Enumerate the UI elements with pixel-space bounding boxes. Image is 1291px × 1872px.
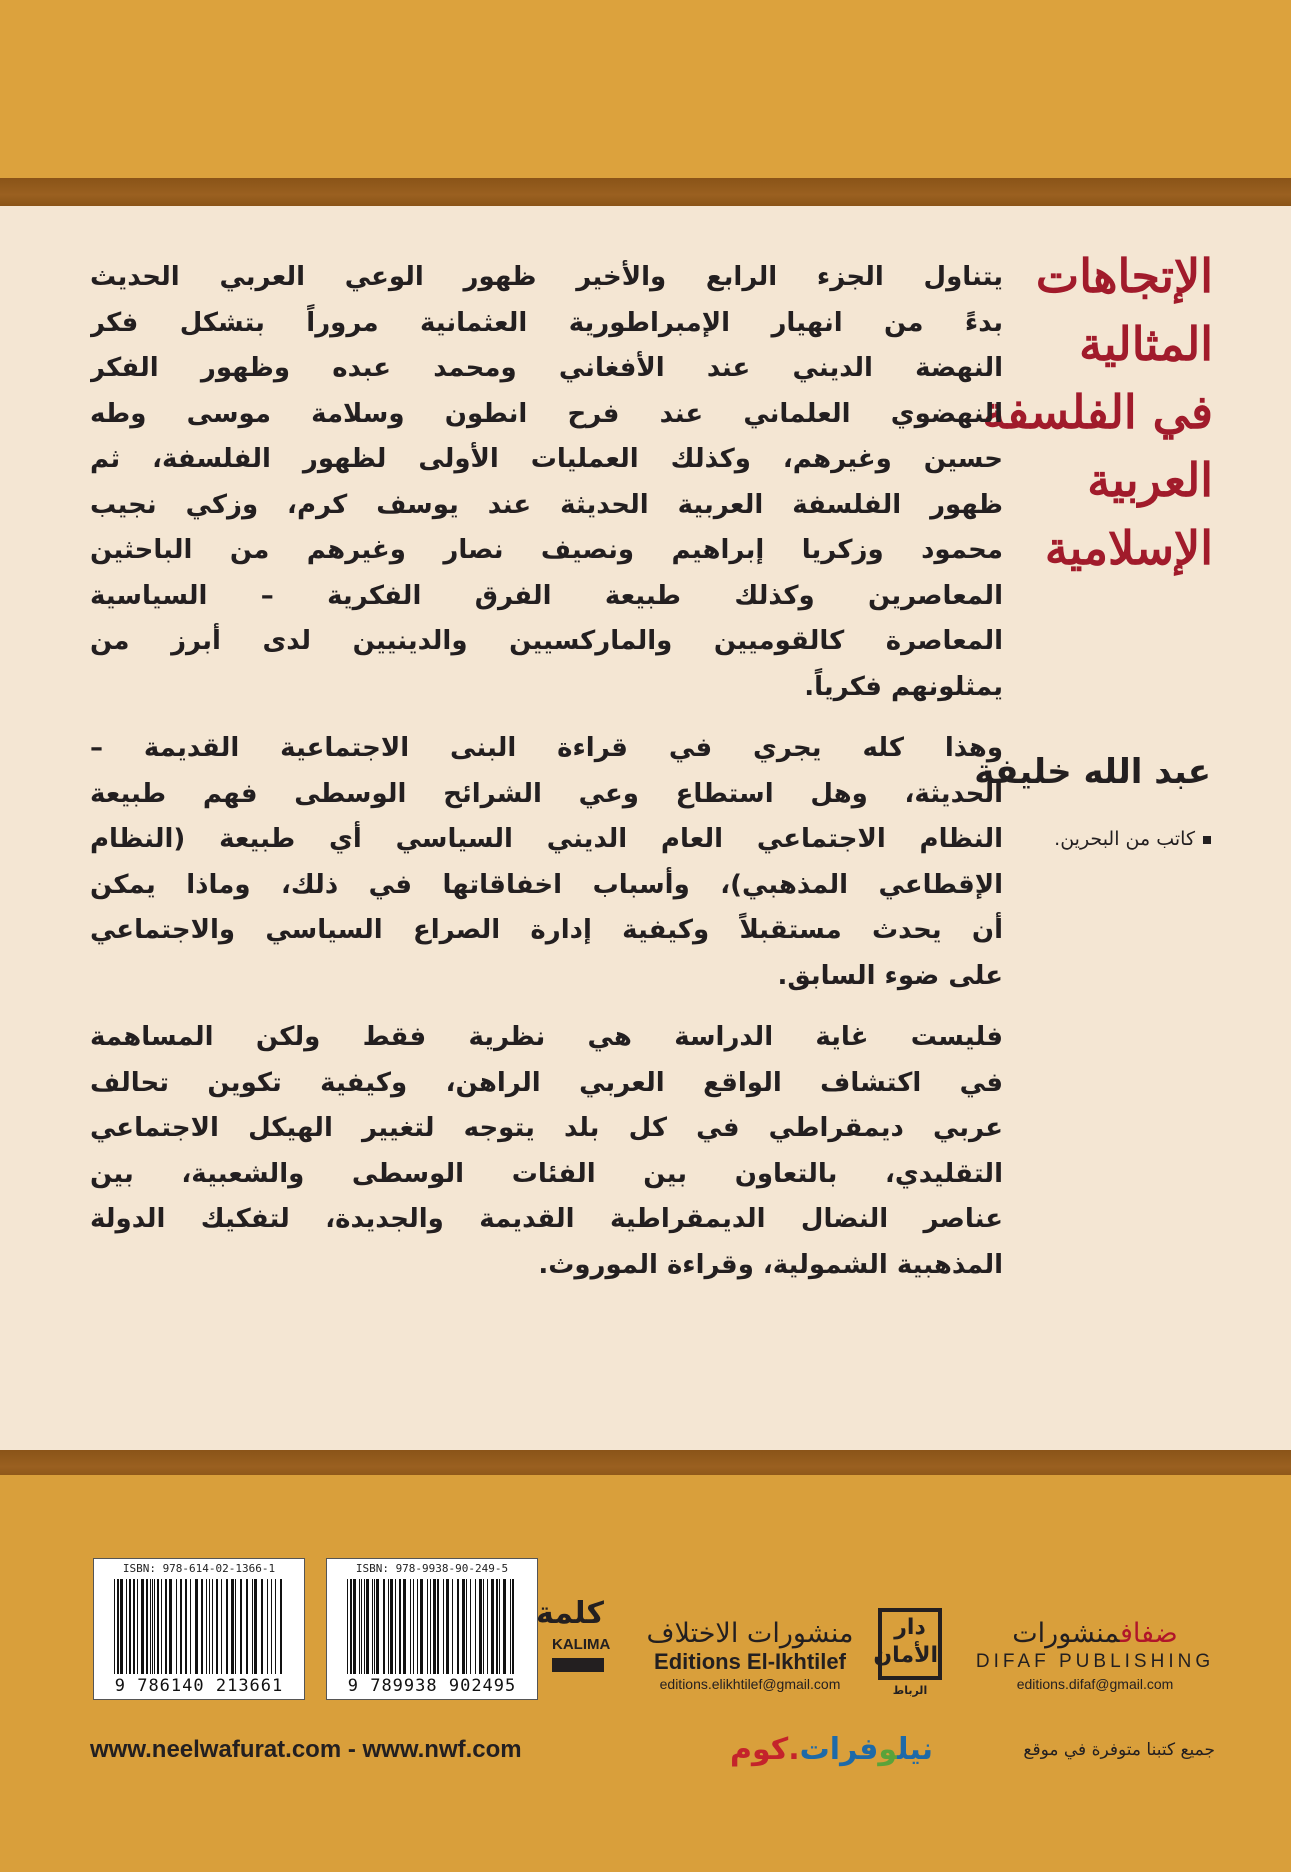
aman-name: دار الأمان (878, 1608, 942, 1680)
isbn-label: ISBN: 978-614-02-1366-1 (122, 1562, 276, 1575)
author-note-text: كاتب من البحرين. (1054, 828, 1195, 850)
barcode-bar (240, 1579, 242, 1674)
barcode-bar (206, 1579, 207, 1674)
barcode-bar (226, 1579, 228, 1674)
barcode-bar (366, 1579, 369, 1674)
ikhtilef-name: Editions El-Ikhtilef (654, 1649, 846, 1674)
barcode-bar (359, 1579, 360, 1674)
barcode-bar (403, 1579, 406, 1674)
kalima-arabic: كلمة (536, 1596, 604, 1631)
text-line: أن يحدث مستقبلاً وكيفية إدارة الصراع السياسي والاجتماعي (90, 915, 1003, 945)
paragraph (90, 255, 1003, 710)
author-name: عبد الله خليفة (974, 752, 1211, 792)
barcode-bar (129, 1579, 131, 1674)
barcode-bar (154, 1579, 155, 1674)
barcode-bar (457, 1579, 459, 1674)
barcode-bar (433, 1579, 436, 1674)
text-line: النهضوي العلماني عند فرح انطون وسلامة موسى وطه (90, 398, 1003, 429)
barcode-bar (466, 1579, 467, 1674)
text-line: عربي ديمقراطي في كل بلد يتوجه لتغيير الهيكل الاجتماعي (90, 1113, 1003, 1143)
barcode-bar (146, 1579, 148, 1674)
barcode-bar (150, 1579, 151, 1674)
barcode-bar (137, 1579, 138, 1674)
text-line: المذهبية الشمولية، وقراءة الموروث. (538, 1249, 1003, 1280)
brand-part: .كوم (730, 1732, 800, 1767)
barcode-bar (496, 1579, 498, 1674)
barcode-bar (201, 1579, 203, 1674)
kalima-bar (552, 1658, 604, 1672)
barcode-bar (180, 1579, 182, 1674)
barcode-bar (252, 1579, 253, 1674)
barcode-bar (176, 1579, 177, 1674)
barcode-bar (209, 1579, 210, 1674)
barcode-bar (376, 1579, 379, 1674)
text-line: التقليدي، بالتعاون بين الفئات الوسطى والشعبية، بين (90, 1158, 1003, 1189)
barcode-bar (446, 1579, 449, 1674)
barcode-bar (395, 1579, 396, 1674)
footer-line (90, 1732, 1215, 1772)
barcode-bar (350, 1579, 352, 1674)
bullet-icon (1203, 836, 1211, 844)
barcode-bar (372, 1579, 373, 1674)
text-line: بدءً من انهيار الإمبراطورية العثمانية مروراً بتشكل فكر (90, 307, 1003, 338)
difaf-arabic-prefix: منشورات (1012, 1618, 1121, 1649)
barcode-bar (499, 1579, 500, 1674)
text-line: محمود وزكريا إبراهيم ونصيف نصار وغيرهم من الباحثين (90, 535, 1003, 565)
barcode-bar (114, 1579, 115, 1674)
paragraph (90, 1015, 1003, 1288)
text-line: المعاصرين وكذلك طبيعة الفرق الفكرية – السياسية (90, 580, 1003, 611)
barcode-bar (443, 1579, 444, 1674)
title-line: الإسلامية (1044, 521, 1213, 575)
title-line: في الفلسفة العربية (982, 385, 1213, 507)
text-line: الحديثة، وهل استطاع وعي الشرائح الوسطى فهم طبيعة (90, 778, 1003, 809)
barcode-bar (479, 1579, 482, 1674)
title-line: الإتجاهات المثالية (1035, 249, 1213, 371)
barcode-bar (430, 1579, 431, 1674)
barcode-bar (165, 1579, 167, 1674)
brand-part: و (878, 1732, 898, 1767)
bottom-brown-stripe (0, 1450, 1291, 1478)
text-line: على ضوء السابق. (777, 960, 1003, 991)
barcode-bar (470, 1579, 471, 1674)
barcode-bar (117, 1579, 119, 1674)
barcode-bar (254, 1579, 257, 1674)
difaf-name: DIFAF PUBLISHING (975, 1651, 1215, 1672)
barcode-bar (388, 1579, 389, 1674)
barcode-bar (374, 1579, 375, 1674)
text-line: حسين وغيرهم، وكذلك العمليات الأولى لظهور الفلسفة، ثم (90, 444, 1003, 474)
barcode-bar (347, 1579, 348, 1674)
barcode-bar (364, 1579, 365, 1674)
text-line: وهذا كله يجري في قراءة البنى الاجتماعية القديمة – (90, 733, 1003, 763)
barcode-bars (114, 1579, 284, 1674)
barcode-bar (212, 1579, 213, 1674)
barcode-bar (427, 1579, 428, 1674)
text-line: النهضة الديني عند الأفغاني ومحمد عبده وظهور الفكر (90, 353, 1003, 383)
barcode-bar (390, 1579, 393, 1674)
ikhtilef-email: editions.elikhtilef@gmail.com (659, 1676, 841, 1692)
barcode-bar (231, 1579, 234, 1674)
barcode-bar (399, 1579, 401, 1674)
barcode-bar (413, 1579, 414, 1674)
text-line: يتناول الجزء الرابع والأخير ظهور الوعي العربي الحديث (90, 262, 1003, 292)
barcode-bar (353, 1579, 356, 1674)
barcode-bar (261, 1579, 263, 1674)
top-brown-stripe (0, 178, 1291, 206)
text-line: النظام الاجتماعي العام الديني السياسي أي طبيعة (النظام (90, 824, 1003, 854)
barcode-bar (235, 1579, 236, 1674)
barcode-2 (326, 1558, 538, 1700)
blurb-text (90, 255, 1003, 1304)
barcode-1 (93, 1558, 305, 1700)
barcode-bar (491, 1579, 494, 1674)
paragraph (90, 726, 1003, 999)
barcode-bar (246, 1579, 248, 1674)
text-line: المعاصرة كالقوميين والماركسيين والدينيين لدى أبرز من (90, 626, 1003, 656)
barcode-bar (462, 1579, 465, 1674)
barcode-bar (216, 1579, 218, 1674)
barcode-bar (169, 1579, 172, 1674)
barcode-bar (120, 1579, 123, 1674)
barcode-bar (410, 1579, 411, 1674)
difaf-arabic (975, 1618, 1215, 1650)
top-color-band (0, 0, 1291, 178)
barcode-bar (420, 1579, 423, 1674)
barcode-bar (133, 1579, 135, 1674)
website-urls: www.neelwafurat.com - www.nwf.com (90, 1736, 522, 1763)
barcode-bar (512, 1579, 514, 1674)
barcode-bar (161, 1579, 162, 1674)
brand-part: فرات (799, 1732, 879, 1767)
book-title (973, 242, 1213, 582)
brand-part: نيل (897, 1732, 933, 1767)
barcode-bar (475, 1579, 476, 1674)
isbn-label: ISBN: 978-9938-90-249-5 (355, 1562, 509, 1575)
availability-note: جميع كتبنا متوفرة في موقع (1023, 1740, 1215, 1760)
barcode-bar (221, 1579, 222, 1674)
text-line: فليست غاية الدراسة هي نظرية فقط ولكن المساهمة (90, 1022, 1003, 1052)
barcode-bar (141, 1579, 144, 1674)
barcode-bar (185, 1579, 187, 1674)
difaf-logo (975, 1618, 1215, 1694)
text-line: الإقطاعي المذهبي)، وأسباب اخفاقاتها في ذلك، وماذا يمكن (90, 869, 1003, 900)
dar-alaman-logo (873, 1608, 942, 1697)
barcode-bar (157, 1579, 159, 1674)
aman-city: الرباط (892, 1684, 928, 1697)
barcode-bar (452, 1579, 453, 1674)
author-note (1054, 828, 1211, 850)
text-line: في اكتشاف الواقع العربي الراهن، وكيفية تكوين تحالف (90, 1067, 1003, 1098)
barcode-bar (383, 1579, 385, 1674)
text-line: ظهور الفلسفة العربية الحديثة عند يوسف كرم، وزكي نجيب (90, 489, 1003, 520)
kalima-latin: KALIMA (552, 1636, 611, 1653)
barcode-bar (267, 1579, 268, 1674)
text-line: عناصر النضال الديمقراطية القديمة والجديدة، لتفكيك الدولة (90, 1204, 1003, 1234)
barcode-bar (487, 1579, 488, 1674)
kalima-logo (536, 1592, 611, 1704)
barcode-bar (280, 1579, 282, 1674)
barcode-bar (510, 1579, 511, 1674)
barcode-bar (483, 1579, 484, 1674)
barcode-bar (271, 1579, 272, 1674)
barcode-bar (417, 1579, 418, 1674)
difaf-arabic-name: ضفاف (1120, 1618, 1178, 1649)
ikhtilef-arabic: منشورات الاختلاف (646, 1618, 854, 1649)
barcode-bar (437, 1579, 439, 1674)
barcode-bar (195, 1579, 198, 1674)
barcode-bar (152, 1579, 153, 1674)
barcode-number: 9 786140 213661 (104, 1676, 294, 1696)
barcode-bar (361, 1579, 362, 1674)
neelwafurat-logo (730, 1732, 933, 1767)
ikhtilef-logo (640, 1618, 860, 1694)
barcode-bar (126, 1579, 127, 1674)
difaf-email: editions.difaf@gmail.com (1016, 1676, 1174, 1692)
barcode-number: 9 789938 902495 (337, 1676, 527, 1696)
barcode-bar (275, 1579, 276, 1674)
barcode-bars (347, 1579, 517, 1674)
text-line: يمثلونهم فكرياً. (804, 671, 1003, 702)
barcode-bar (190, 1579, 191, 1674)
barcode-bar (503, 1579, 506, 1674)
